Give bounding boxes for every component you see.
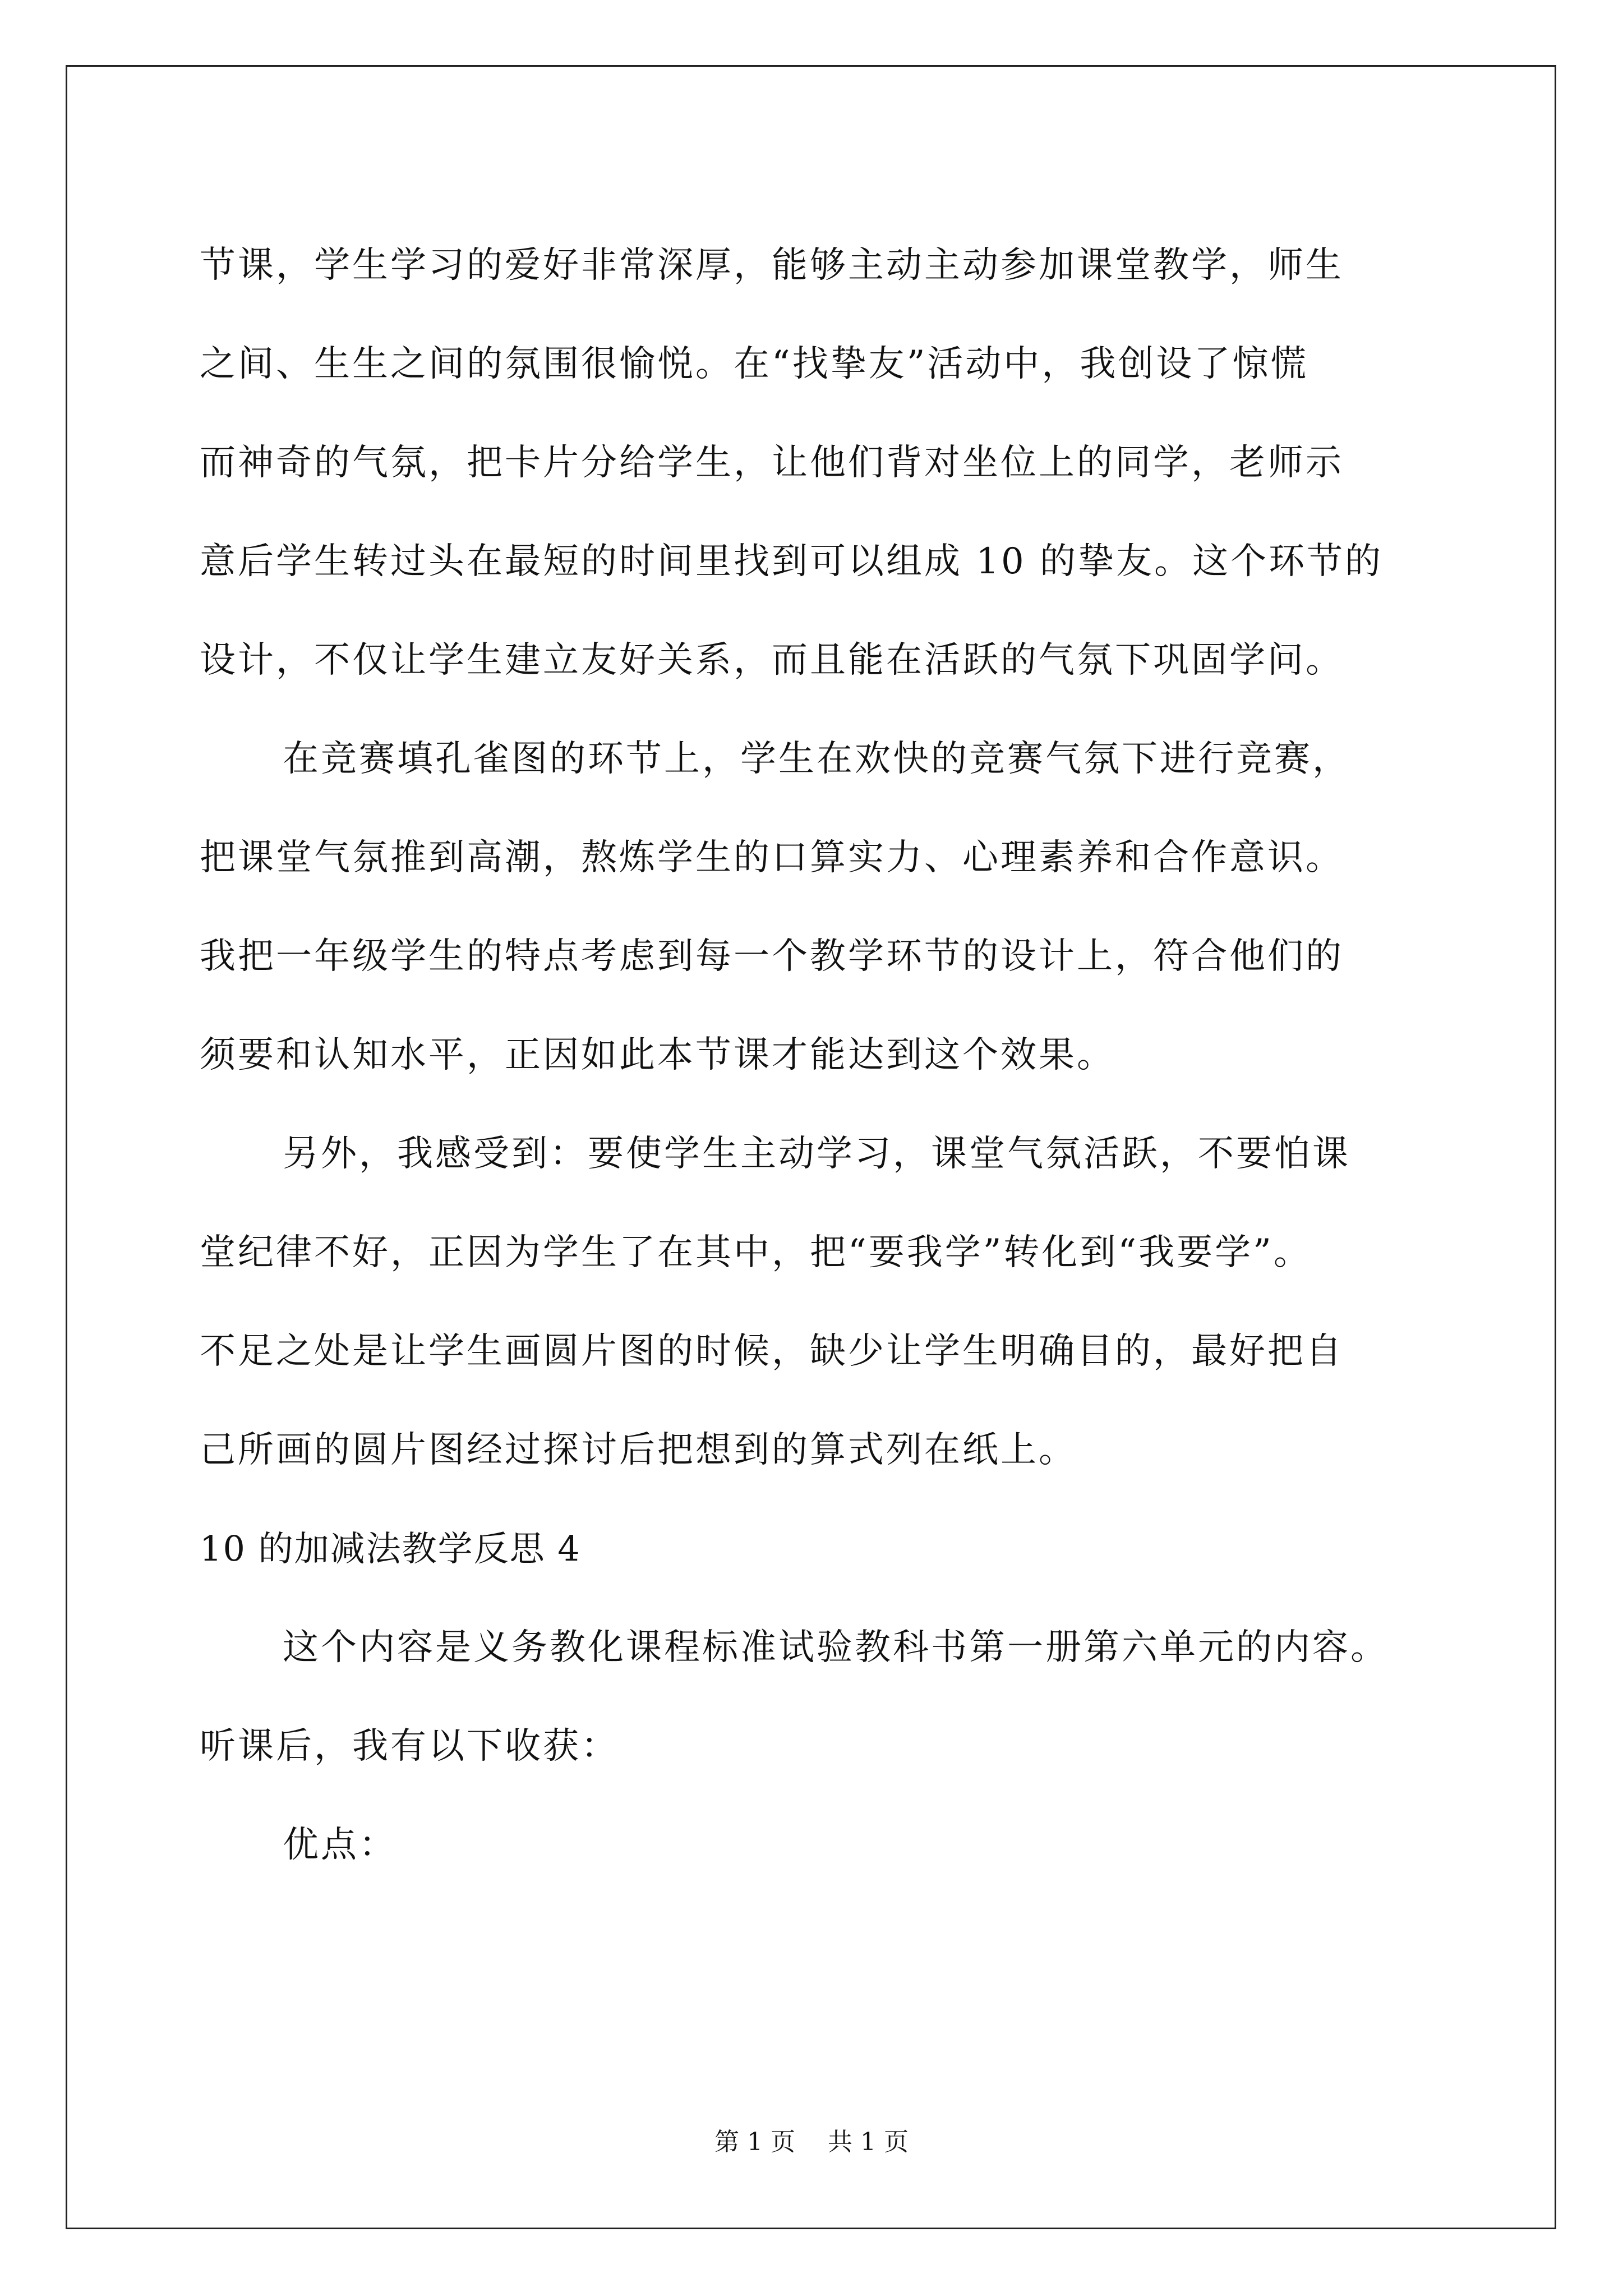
text-line: 把课堂气氛推到高潮，熬炼学生的口算实力、心理素养和合作意识。 bbox=[200, 837, 1344, 878]
page-footer bbox=[0, 2122, 1623, 2157]
section-heading: 10 的加减法教学反思 4 bbox=[200, 1528, 581, 1569]
text-line: 己所画的圆片图经过探讨后把想到的算式列在纸上。 bbox=[200, 1429, 1077, 1471]
text-line: 意后学生转过头在最短的时间里找到可以组成 10 的挚友。这个环节的 bbox=[200, 541, 1384, 582]
text-line: 设计，不仅让学生建立友好关系，而且能在活跃的气氛下巩固学问。 bbox=[200, 639, 1344, 681]
paragraph-first-line: 优点： bbox=[283, 1824, 397, 1866]
text-line: 听课后，我有以下收获： bbox=[200, 1726, 619, 1767]
paragraph-first-line: 在竞赛填孔雀图的环节上，学生在欢快的竞赛气氛下进行竞赛， bbox=[283, 738, 1350, 780]
text-line: 节课，学生学习的爱好非常深厚，能够主动主动参加课堂教学，师生 bbox=[200, 245, 1344, 286]
text-line: 我把一年级学生的特点考虑到每一个教学环节的设计上，符合他们的 bbox=[200, 936, 1344, 977]
page-total: 共 1 页 bbox=[828, 2128, 909, 2156]
text-line: 而神奇的气氛，把卡片分给学生，让他们背对坐位上的同学，老师示 bbox=[200, 442, 1344, 484]
text-line: 堂纪律不好，正因为学生了在其中，把“要我学”转化到“我要学”。 bbox=[200, 1232, 1312, 1273]
text-line: 不足之处是让学生画圆片图的时候，缺少让学生明确目的，最好把自 bbox=[200, 1331, 1344, 1372]
paragraph-first-line: 这个内容是义务教化课程标准试验教科书第一册第六单元的内容。 bbox=[283, 1627, 1389, 1668]
page-number: 第 1 页 bbox=[714, 2128, 795, 2156]
document-body bbox=[200, 216, 1433, 1894]
text-line: 之间、生生之间的氛围很愉悦。在“找挚友”活动中，我创设了惊慌 bbox=[200, 343, 1309, 385]
paragraph-first-line: 另外，我感受到：要使学生主动学习，课堂气氛活跃，不要怕课 bbox=[283, 1133, 1350, 1175]
text-line: 须要和认知水平，正因如此本节课才能达到这个效果。 bbox=[200, 1034, 1115, 1076]
